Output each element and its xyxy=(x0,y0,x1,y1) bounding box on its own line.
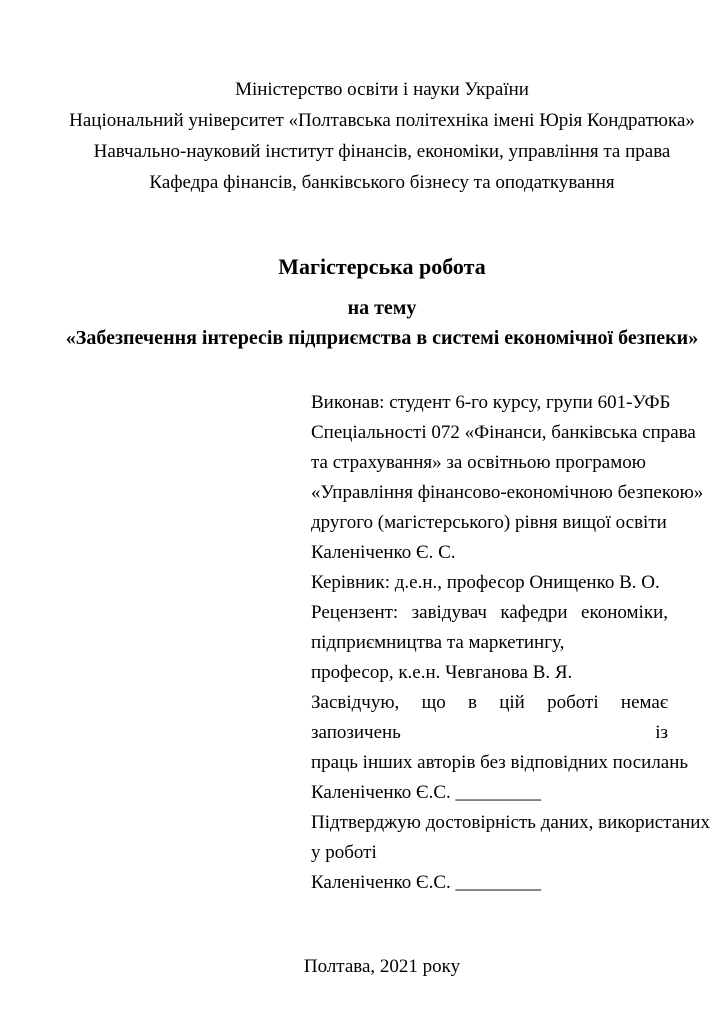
reviewer-line-3: професор, к.е.н. Чевганова В. Я. xyxy=(311,662,573,683)
program-line: «Управління фінансово-економічною безпекою» xyxy=(311,482,704,503)
thesis-title: Магістерська робота xyxy=(278,254,486,279)
university-line: Національний університет «Полтавська політехніка імені Юрія Кондратюка» xyxy=(69,110,695,131)
place-year-line: Полтава, 2021 року xyxy=(303,956,461,977)
institution-header xyxy=(69,74,695,198)
institute-line: Навчально-науковий інститут фінансів, економіки, управління та права xyxy=(93,141,671,162)
signature-line-2: Каленіченко Є.С. _________ xyxy=(311,872,542,893)
reviewer-line-1: Рецензент: завідувач кафедри економіки, xyxy=(311,602,668,623)
signature-line-1: Каленіченко Є.С. _________ xyxy=(311,782,542,803)
details-block xyxy=(311,388,710,898)
supervisor-line: Керівник: д.е.н., професор Онищенко В. О. xyxy=(311,572,660,593)
specialty-line-2: та страхування» за освітньою програмою xyxy=(311,452,646,473)
ministry-line: Міністерство освіти і науки України xyxy=(235,79,529,100)
thesis-title-block xyxy=(65,251,699,353)
executor-line: Виконав: студент 6-го курсу, групи 601-УФБ xyxy=(311,392,671,413)
student-name-line: Каленіченко Є. С. xyxy=(311,542,456,563)
specialty-line-1: Спеціальності 072 «Фінанси, банківська справа xyxy=(311,422,696,443)
confirmation-line-2: у роботі xyxy=(311,842,377,863)
declaration-line-1: Засвідчую, що в цій роботі немає запозичень із xyxy=(311,692,668,743)
thesis-subtitle-label: на тему xyxy=(347,297,417,319)
confirmation-line-1: Підтверджую достовірність даних, використаних xyxy=(311,812,710,833)
declaration-line-2: праць інших авторів без відповідних посилань xyxy=(311,752,689,773)
thesis-theme: «Забезпечення інтересів підприємства в системі економічної безпеки» xyxy=(65,327,699,349)
department-line: Кафедра фінансів, банківського бізнесу та оподаткування xyxy=(149,172,615,193)
degree-level-line: другого (магістерського) рівня вищої освіти xyxy=(311,512,667,533)
footer xyxy=(96,952,668,982)
reviewer-line-2: підприємництва та маркетингу, xyxy=(311,632,565,653)
